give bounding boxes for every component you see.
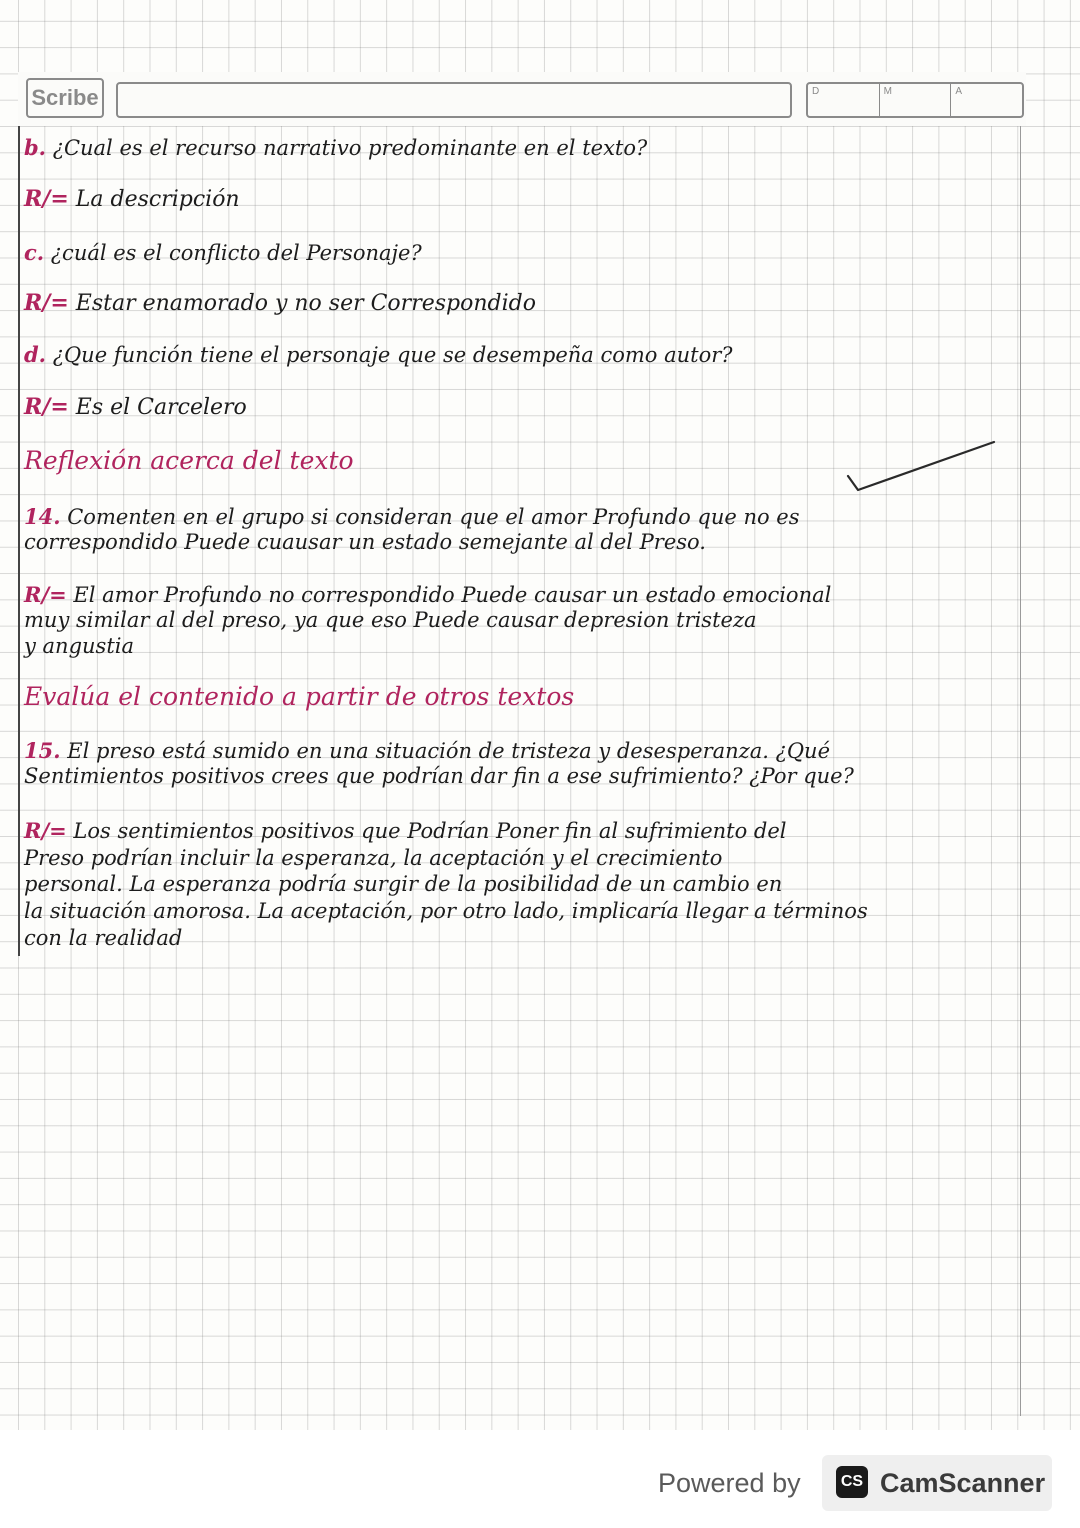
answer-14-label: R/= (24, 582, 67, 607)
name-field (116, 82, 792, 118)
question-15-line-1: El preso está sumido en una situación de tristeza y desesperanza. ¿Qué (67, 739, 831, 763)
answer-b-text: La descripción (75, 187, 240, 212)
answer-14 (24, 584, 831, 606)
answer-d-label: R/= (24, 394, 69, 420)
answer-15-line-1: Los sentimientos positivos que Podrían Poner fin al sufrimiento del (73, 819, 787, 843)
question-14-line-1: Comenten en el grupo si consideran que el amor Profundo que no es (67, 505, 800, 529)
answer-14-line-2: muy similar al del preso, ya que eso Puede causar depresion tristeza (24, 608, 757, 632)
answer-15-line-2: Preso podrían incluir la esperanza, la aceptación y el crecimiento (24, 846, 723, 870)
margin-line (18, 126, 20, 956)
right-margin-line (1020, 126, 1021, 1416)
question-14-line-2: correspondido Puede cuausar un estado semejante al del Preso. (24, 530, 706, 554)
date-day-cell: D (808, 84, 880, 116)
question-14-label: 14. (24, 504, 61, 529)
answer-15-line-3: personal. La esperanza podría surgir de la posibilidad de un cambio en (24, 872, 783, 896)
question-d-label: d. (24, 342, 46, 367)
answer-d (24, 396, 247, 419)
question-d (24, 344, 733, 366)
question-15-line-2: Sentimientos positivos crees que podrían dar fin a ese sufrimiento? ¿Por que? (24, 764, 854, 788)
check-mark-icon (846, 438, 996, 494)
date-month-cell: M (880, 84, 952, 116)
question-b (24, 137, 647, 159)
question-15 (24, 740, 830, 762)
question-15-label: 15. (24, 738, 61, 763)
powered-by-text: Powered by (658, 1468, 801, 1498)
answer-c (24, 292, 536, 315)
answer-15-label: R/= (24, 818, 67, 843)
answer-b-label: R/= (24, 186, 69, 212)
section-heading-reflexion: Reflexión acerca del texto (24, 446, 354, 475)
scribe-logo: Scribe (26, 78, 104, 118)
question-b-text: ¿Cual es el recurso narrativo predominante en el texto? (52, 136, 648, 160)
answer-c-label: R/= (24, 290, 69, 316)
date-year-cell: A (955, 86, 963, 97)
answer-c-text: Estar enamorado y no ser Correspondido (75, 291, 536, 316)
question-c-text: ¿cuál es el conflicto del Personaje? (50, 241, 422, 265)
date-boxes (806, 82, 1024, 118)
answer-b (24, 188, 240, 211)
answer-15-line-5: con la realidad (24, 926, 183, 950)
section-heading-evalua: Evalúa el contenido a partir de otros textos (24, 682, 575, 711)
camscanner-icon: CS (836, 1466, 868, 1498)
answer-15-line-4: la situación amorosa. La aceptación, por otro lado, implicaría llegar a términos (24, 899, 868, 923)
question-14 (24, 506, 800, 528)
answer-15 (24, 820, 787, 842)
answer-d-text: Es el Carcelero (75, 395, 247, 420)
question-b-label: b. (24, 135, 46, 160)
question-c-label: c. (24, 240, 45, 265)
answer-14-line-3: y angustia (24, 634, 135, 658)
answer-14-line-1: El amor Profundo no correspondido Puede causar un estado emocional (73, 583, 832, 607)
question-c (24, 242, 422, 264)
camscanner-brand: CamScanner (880, 1468, 1046, 1498)
question-d-text: ¿Que función tiene el personaje que se desempeña como autor? (52, 343, 733, 367)
